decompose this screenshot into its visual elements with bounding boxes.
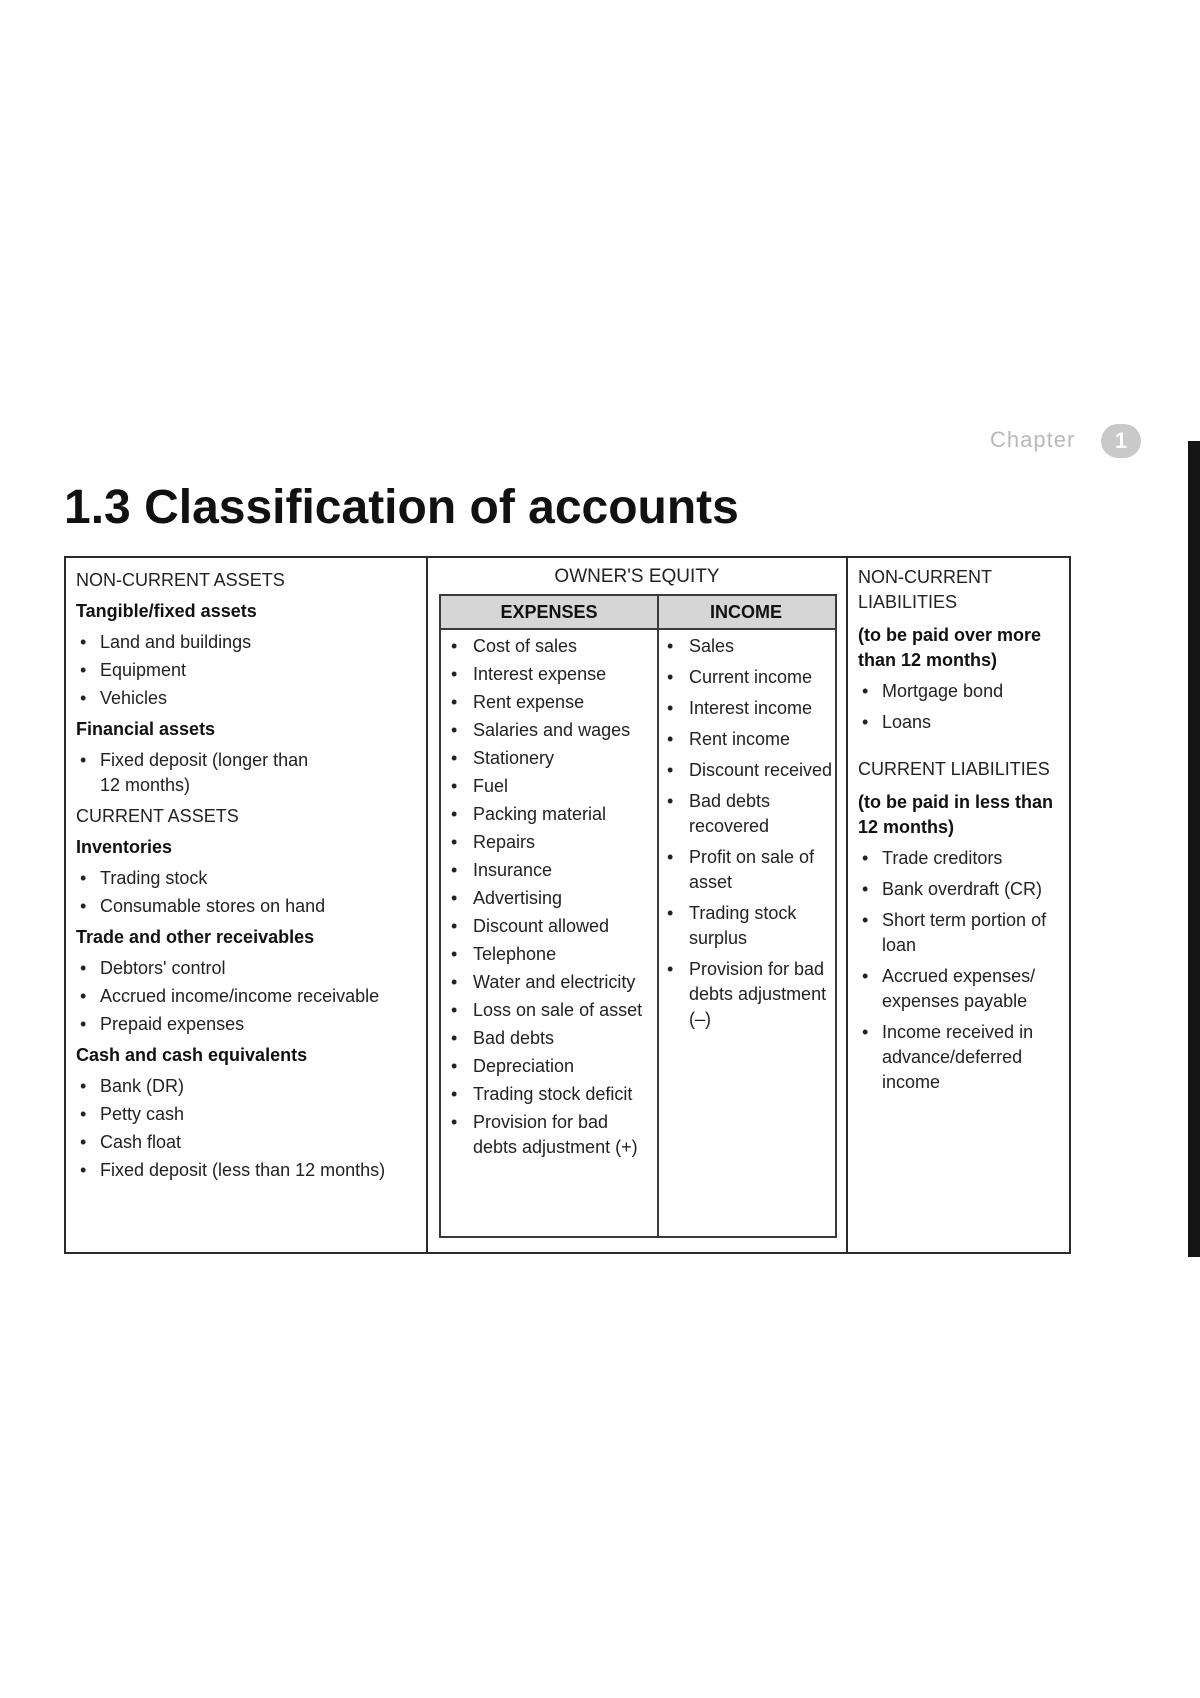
list-item: • Vehicles [76,686,426,711]
chapter-number-badge: 1 [1101,424,1141,458]
list-item: • Consumable stores on hand [76,894,426,919]
list-item: • Cost of sales [447,634,653,659]
classification-table [64,556,1071,1254]
list-item: • Water and electricity [447,970,653,995]
receivables-list [76,956,426,1037]
expenses-header: EXPENSES [500,602,598,622]
list-item: • Income received in advance/deferred income [858,1020,1052,1095]
list-item: • Short term portion of loan [858,908,1052,958]
non-current-liabilities-list [858,679,1069,735]
list-item: • Loss on sale of asset [447,998,653,1023]
owners-equity-title: OWNER'S EQUITY [554,566,720,587]
list-item: • Rent income [663,727,833,752]
list-item: • Debtors' control [76,956,426,981]
assets-column [66,558,428,1252]
inventories-heading: Inventories [76,837,173,857]
income-header: INCOME [710,602,782,622]
list-item: • Salaries and wages [447,718,653,743]
column-divider [657,596,659,1236]
equity-subtable-header [441,596,835,630]
non-current-liabilities-label: NON-CURRENT LIABILITIES [858,567,992,612]
list-item: • Telephone [447,942,653,967]
financial-assets-list [76,748,426,798]
list-item: • Equipment [76,658,426,683]
list-item: • Trading stock [76,866,426,891]
list-item: • Fixed deposit (longer than 12 months) [76,748,330,798]
list-item: • Accrued income/income receivable [76,984,426,1009]
current-liabilities-list [858,846,1069,1095]
list-item: • Cash float [76,1130,426,1155]
list-item: • Rent expense [447,690,653,715]
list-item: • Current income [663,665,833,690]
list-item: • Trading stock surplus [663,901,833,951]
liabilities-column [848,558,1069,1252]
cash-heading: Cash and cash equivalents [76,1045,308,1065]
list-item: • Bank overdraft (CR) [858,877,1069,902]
list-item: • Mortgage bond [858,679,1069,704]
list-item: • Bad debts recovered [663,789,833,839]
list-item: • Profit on sale of asset [663,845,833,895]
income-list [663,634,833,1038]
list-item: • Fixed deposit (less than 12 months) [76,1158,426,1183]
receivables-heading: Trade and other receivables [76,927,315,947]
list-item: • Discount allowed [447,914,653,939]
equity-subtable [439,594,837,1238]
page-title: 1.3 Classification of accounts [64,481,739,534]
tangible-assets-list [76,630,426,711]
financial-assets-heading: Financial assets [76,719,216,739]
list-item: • Provision for bad debts adjustment (+) [447,1110,653,1160]
expenses-list [447,634,653,1163]
list-item: • Discount received [663,758,833,783]
current-assets-label: CURRENT ASSETS [76,806,239,826]
current-liabilities-label: CURRENT LIABILITIES [858,759,1050,779]
list-item: • Sales [663,634,833,659]
list-item: • Interest income [663,696,833,721]
non-current-assets-label: NON-CURRENT ASSETS [76,570,285,590]
current-liabilities-note: (to be paid in less than 12 months) [858,792,1054,837]
inventories-list [76,866,426,919]
list-item: • Trade creditors [858,846,1069,871]
list-item: • Prepaid expenses [76,1012,426,1037]
list-item: • Interest expense [447,662,653,687]
list-item: • Provision for bad debts adjustment (–) [663,957,833,1032]
list-item: • Packing material [447,802,653,827]
list-item: • Insurance [447,858,653,883]
list-item: • Stationery [447,746,653,771]
list-item: • Repairs [447,830,653,855]
list-item: • Land and buildings [76,630,426,655]
page-edge-bar [1188,441,1200,1257]
chapter-label: Chapter [990,427,1076,452]
tangible-assets-heading: Tangible/fixed assets [76,601,257,621]
list-item: • Petty cash [76,1102,426,1127]
list-item: • Depreciation [447,1054,653,1079]
list-item: • Advertising [447,886,653,911]
list-item: • Loans [858,710,1069,735]
list-item: • Bad debts [447,1026,653,1051]
list-item: • Bank (DR) [76,1074,426,1099]
list-item: • Accrued expenses/ expenses payable [858,964,1052,1014]
list-item: • Fuel [447,774,653,799]
non-current-liabilities-note: (to be paid over more than 12 months) [858,625,1042,670]
list-item: • Trading stock deficit [447,1082,653,1107]
cash-list [76,1074,426,1183]
owners-equity-column [428,558,848,1252]
